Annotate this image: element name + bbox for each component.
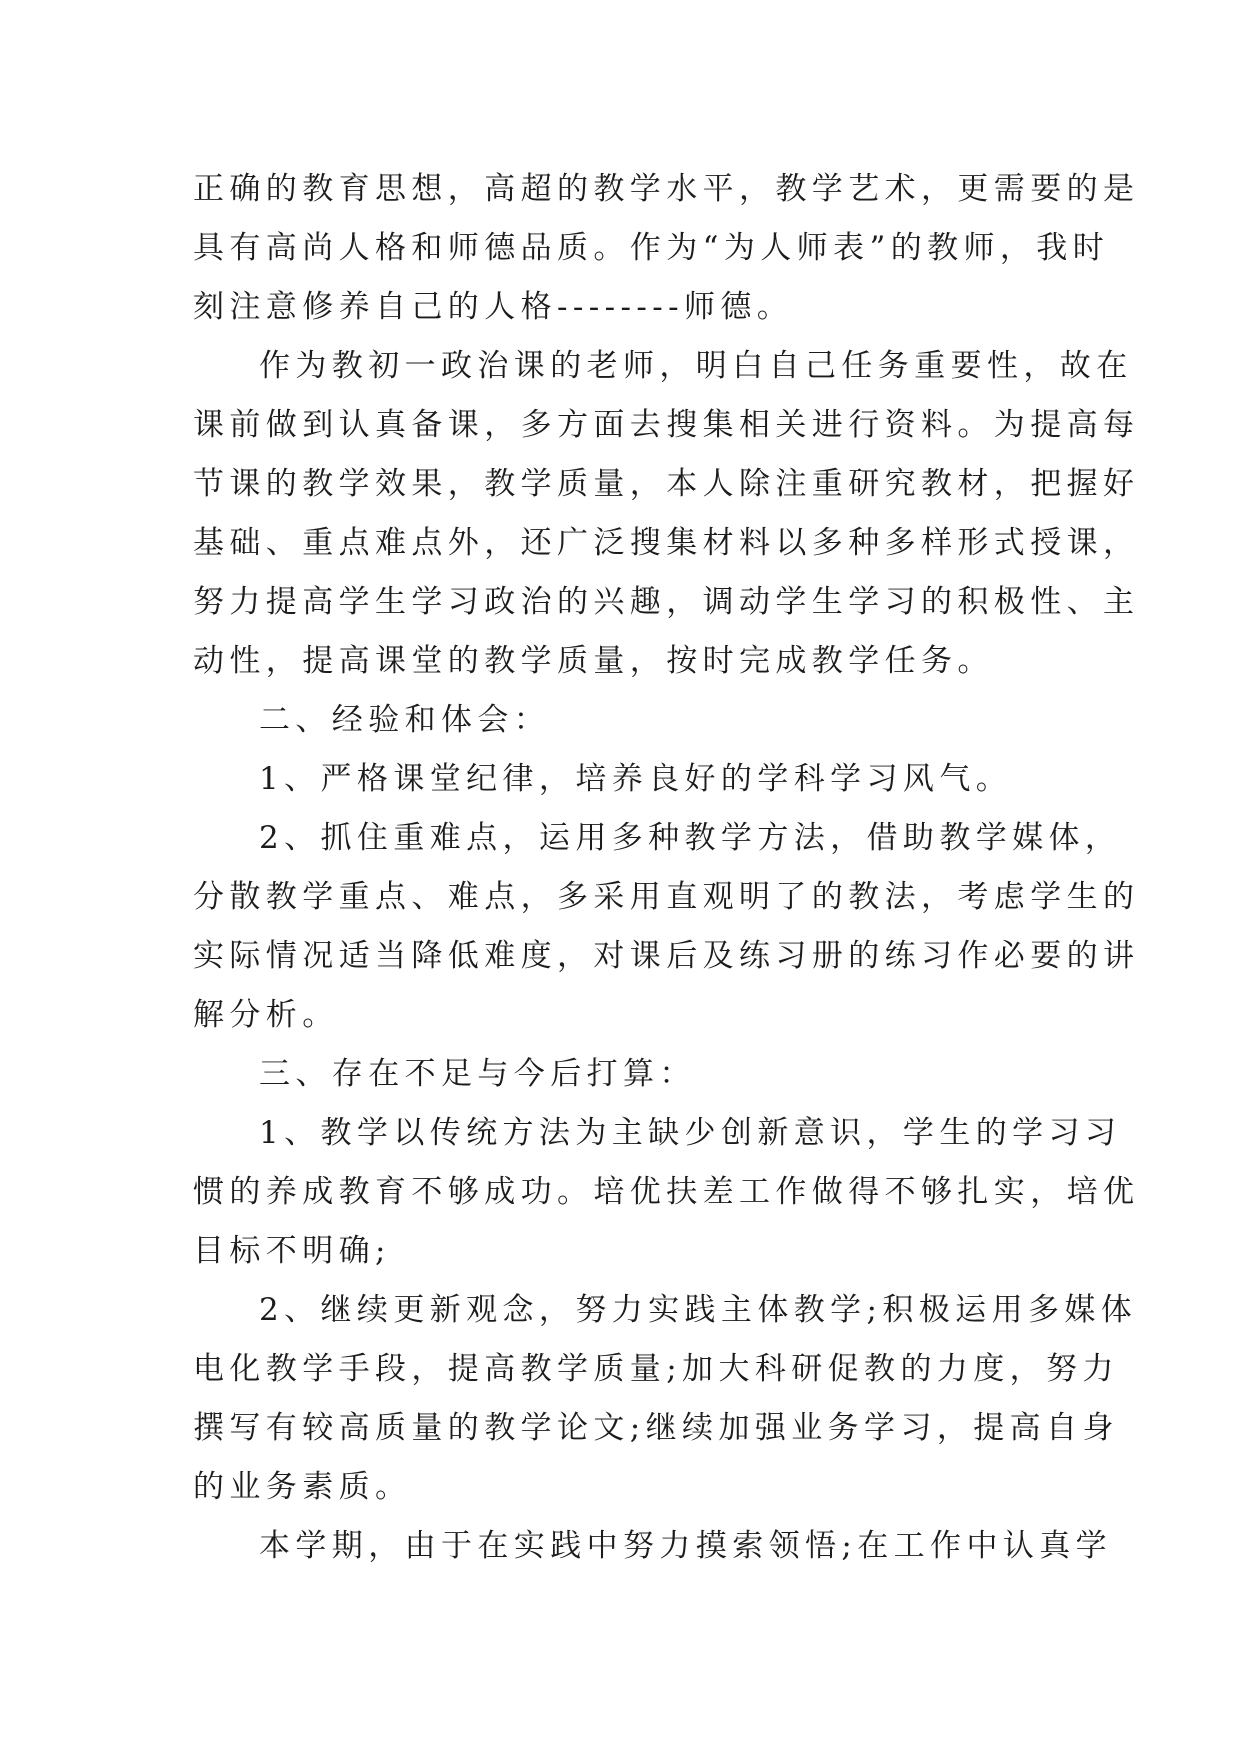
- text-line: 节课的教学效果，教学质量，本人除注重研究教材，把握好: [193, 466, 1140, 502]
- text-line: 2、抓住重难点，运用多种教学方法，借助教学媒体，: [259, 820, 1122, 856]
- document-body: [193, 160, 1140, 1576]
- text-line: 实际情况适当降低难度，对课后及练习册的练习作必要的讲: [193, 938, 1140, 974]
- text-line: 2、继续更新观念，努力实践主体教学;积极运用多媒体: [259, 1292, 1138, 1328]
- text-line: 具有高尚人格和师德品质。作为“为人师表”的教师，我时: [193, 230, 1110, 266]
- text-line: 课前做到认真备课，多方面去搜集相关进行资料。为提高每: [193, 407, 1140, 443]
- text-line: 动性，提高课堂的教学质量，按时完成教学任务。: [193, 643, 994, 679]
- text-line: 作为教初一政治课的老师，明白自己任务重要性，故在: [259, 348, 1133, 384]
- text-line: 努力提高学生学习政治的兴趣，调动学生学习的积极性、主: [193, 584, 1140, 620]
- text-line: 撰写有较高质量的教学论文;继续加强业务学习，提高自身: [193, 1410, 1119, 1446]
- text-line: 二、经验和体会：: [259, 702, 551, 738]
- text-line: 基础、重点难点外，还广泛搜集材料以多种多样形式授课，: [193, 525, 1140, 561]
- text-line: 电化教学手段，提高教学质量;加大科研促教的力度，努力: [193, 1351, 1119, 1387]
- text-line: 1、教学以传统方法为主缺少创新意识，学生的学习习: [259, 1115, 1122, 1151]
- text-line: 的业务素质。: [193, 1469, 412, 1505]
- text-line: 三、存在不足与今后打算：: [259, 1056, 696, 1092]
- text-line: 本学期，由于在实践中努力摸索领悟;在工作中认真学: [259, 1528, 1113, 1564]
- text-line: 分散教学重点、难点，多采用直观明了的教法，考虑学生的: [193, 879, 1140, 915]
- text-line: 正确的教育思想，高超的教学水平，教学艺术，更需要的是: [193, 171, 1140, 207]
- text-line: 惯的养成教育不够成功。培优扶差工作做得不够扎实，培优: [193, 1174, 1140, 1210]
- text-line: 解分析。: [193, 997, 339, 1033]
- text-line: 1、严格课堂纪律，培养良好的学科学习风气。: [259, 761, 1013, 797]
- text-line: 目标不明确;: [193, 1233, 391, 1269]
- text-line: 刻注意修养自己的人格--------师德。: [193, 289, 794, 325]
